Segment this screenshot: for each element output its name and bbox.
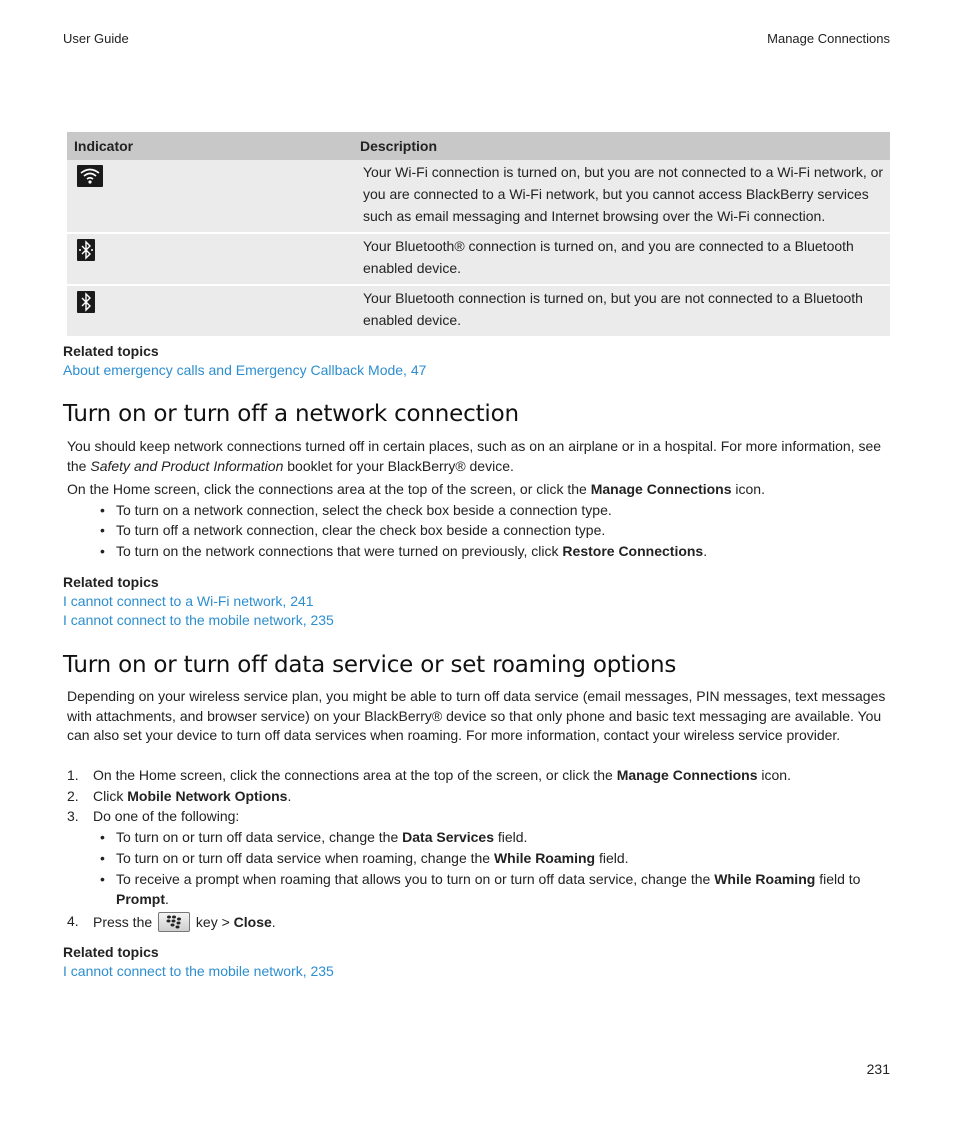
column-header-description: Description <box>353 132 890 160</box>
list-item: • To turn on the network connections that were turned on previously, click Restore Connections. <box>116 542 896 561</box>
running-header-left: User Guide <box>63 31 129 46</box>
section1-step: On the Home screen, click the connections area at the top of the screen, or click the Manage Connections icon. <box>67 481 765 497</box>
bluetooth-connected-icon <box>77 239 95 261</box>
table-row <box>67 285 890 336</box>
list-item: • To turn on a network connection, select the check box beside a connection type. <box>116 501 896 520</box>
ui-term-close: Close <box>233 914 272 930</box>
column-header-indicator: Indicator <box>67 132 353 160</box>
table-row <box>67 160 890 233</box>
related-link-mobile-network[interactable]: I cannot connect to the mobile network, 235 <box>63 612 334 628</box>
ui-term-prompt: Prompt <box>116 891 165 907</box>
step-text: Do one of the following: <box>93 808 240 824</box>
wifi-icon <box>77 165 103 187</box>
related-link-mobile-network[interactable]: I cannot connect to the mobile network, 235 <box>63 963 334 979</box>
step-number: 2. <box>67 788 79 804</box>
table-cell-description: Your Wi-Fi connection is turned on, but you are not connected to a Wi-Fi network, or you are connected to a Wi-Fi network, but you cannot access BlackBerry services such as email messaging and Internet browsing over the Wi-Fi connection. <box>353 160 890 233</box>
section2-intro: Depending on your wireless service plan, you might be able to turn off data service (email messages, PIN messages, text messages with attachments, and browser service) on your BlackBerry® device so that only phone and basic text messaging are available. You can also set your device to turn off data services when roaming. For more information, contact your wireless service provider. <box>67 688 886 743</box>
step-number: 1. <box>67 767 79 783</box>
related-topics-heading: Related topics <box>63 574 159 590</box>
step-text: On the Home screen, click the connections area at the top of the screen, or click the Manage Connections icon. <box>93 767 791 783</box>
related-link-emergency-calls[interactable]: About emergency calls and Emergency Callback Mode, 47 <box>63 362 427 378</box>
related-link-wifi-network[interactable]: I cannot connect to a Wi-Fi network, 241 <box>63 593 314 609</box>
ui-term-while-roaming: While Roaming <box>493 850 596 866</box>
step-text: Click Mobile Network Options. <box>93 788 292 804</box>
list-item: • To turn off a network connection, clear the check box beside a connection type. <box>116 521 896 540</box>
list-item: • To turn on or turn off data service when roaming, change the While Roaming field. <box>116 849 896 868</box>
related-topics-heading: Related topics <box>63 944 159 960</box>
section1-intro: You should keep network connections turned off in certain places, such as on an airplane or in a hospital. For more information, see the Safety and Product Information booklet for your BlackBerry® device. <box>67 438 882 474</box>
ui-term-mobile-network-options: Mobile Network Options <box>127 788 288 804</box>
ui-term-manage-connections: Manage Connections <box>590 481 732 497</box>
ui-term-restore-connections: Restore Connections <box>562 543 704 559</box>
step-text: Press the key > Close. <box>93 914 276 930</box>
booklet-title: Safety and Product Information <box>90 457 284 474</box>
ui-term-manage-connections: Manage Connections <box>616 767 758 783</box>
ui-term-data-services: Data Services <box>402 829 494 845</box>
menu-key-icon <box>158 912 190 932</box>
ui-term-while-roaming: While Roaming <box>714 871 816 887</box>
section-title-data-service: Turn on or turn off data service or set roaming options <box>63 652 677 678</box>
page-number: 231 <box>866 1061 890 1077</box>
table-cell-description: Your Bluetooth connection is turned on, but you are not connected to a Bluetooth enabled device. <box>353 285 890 336</box>
related-topics-heading: Related topics <box>63 343 159 359</box>
section-title-network-connection: Turn on or turn off a network connection <box>63 401 519 427</box>
indicator-table <box>67 132 890 336</box>
table-row <box>67 233 890 285</box>
table-cell-description: Your Bluetooth® connection is turned on, and you are connected to a Bluetooth enabled device. <box>353 233 890 285</box>
list-item: • To receive a prompt when roaming that allows you to turn on or turn off data service, change the While Roaming field to Prompt. <box>116 869 896 909</box>
table-header-row <box>67 132 890 160</box>
bluetooth-on-icon <box>77 291 95 313</box>
step-number: 3. <box>67 808 79 824</box>
running-header-right: Manage Connections <box>767 31 890 46</box>
step-number: 4. <box>67 913 79 929</box>
list-item: • To turn on or turn off data service, change the Data Services field. <box>116 828 896 847</box>
